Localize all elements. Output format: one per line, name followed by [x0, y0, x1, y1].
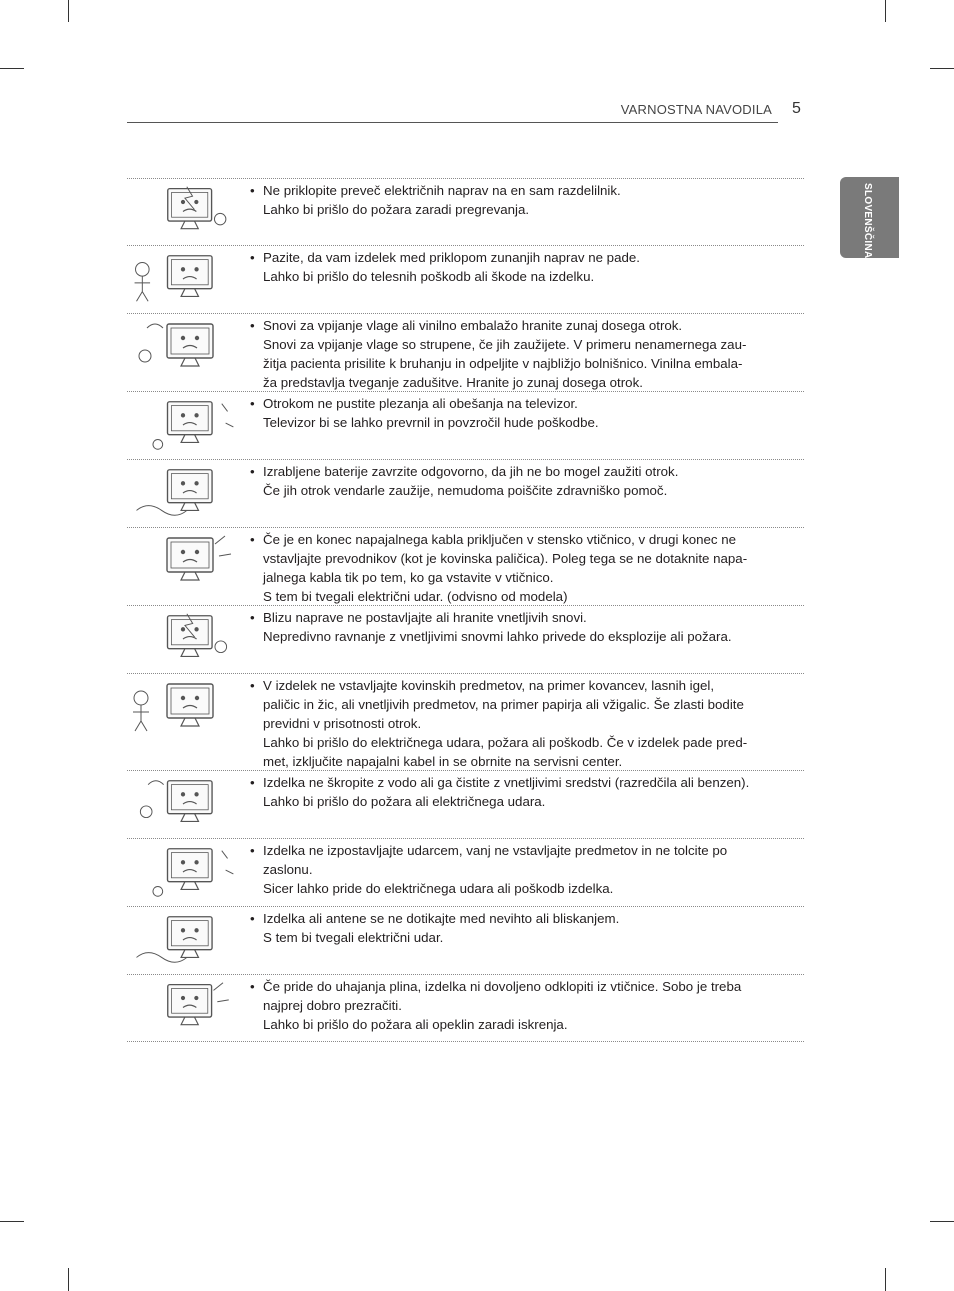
safety-item-text	[250, 181, 787, 219]
crop-mark	[930, 68, 954, 69]
safety-item-text	[250, 530, 787, 606]
bullet: •	[250, 911, 255, 926]
safety-item-text	[250, 676, 787, 771]
safety-item-line: Otrokom ne pustite plezanja ali obešanja na televizor.	[263, 396, 578, 411]
safety-item-line: V izdelek ne vstavljajte kovinskih predmetov, na primer kovancev, lasnih igel,	[263, 678, 715, 693]
safety-item	[127, 839, 804, 907]
safety-item-line: zaslonu.	[263, 862, 313, 877]
safety-item-line: Lahko bi prišlo do požara zaradi pregrevanja.	[263, 202, 530, 217]
safety-item-text	[250, 462, 787, 500]
safety-item	[127, 528, 804, 606]
crop-mark	[0, 68, 24, 69]
safety-item-line: žitja pacienta prisilite k bruhanju in odpeljite v najbližjo bolnišnico. Vinilna embala-	[263, 356, 743, 371]
bullet: •	[250, 183, 255, 198]
safety-item-line: Televizor bi se lahko prevrnil in povzročil hude poškodbe.	[263, 415, 599, 430]
water-spray-icon	[127, 773, 239, 835]
safety-item-line: jalnega kabla tik po tem, ko ga vstavite v vtičnico.	[263, 570, 554, 585]
bullet: •	[250, 775, 255, 790]
safety-item-line: Lahko bi prišlo do telesnih poškodb ali škode na izdelku.	[263, 269, 595, 284]
bullet: •	[250, 464, 255, 479]
bullet: •	[250, 532, 255, 547]
crop-mark	[885, 1268, 886, 1291]
safety-item-line: Snovi za vpijanje vlage ali vinilno embalažo hranite zunaj dosega otrok.	[263, 318, 683, 333]
safety-item-text	[250, 841, 787, 898]
safety-item	[127, 907, 804, 975]
header-divider	[127, 122, 778, 123]
flammable-spray-icon	[127, 608, 239, 670]
safety-item	[127, 606, 804, 674]
safety-item-line: S tem bi tvegali električni udar. (odvisno od modela)	[263, 589, 568, 604]
bullet: •	[250, 979, 255, 994]
safety-item-text	[250, 909, 787, 947]
safety-item-line: najprej dobro prezračiti.	[263, 998, 402, 1013]
metal-objects-icon	[127, 676, 239, 740]
safety-item-line: Ne priklopite preveč električnih naprav na en sam razdelilnik.	[263, 183, 621, 198]
safety-item-text	[250, 248, 787, 286]
crop-mark	[885, 0, 886, 22]
safety-item	[127, 246, 804, 314]
safety-item-text	[250, 773, 787, 811]
safety-item	[127, 392, 804, 460]
safety-item-line: Izdelka ne škropite z vodo ali ga čistite z vnetljivimi sredstvi (razredčila ali benzen).	[263, 775, 750, 790]
safety-item	[127, 314, 804, 392]
ball-impact-icon	[127, 841, 239, 903]
safety-item-line: Snovi za vpijanje vlage so strupene, če jih zaužijete. V primeru nenamernega zau-	[263, 337, 747, 352]
safety-instructions-list	[127, 178, 804, 1042]
bullet: •	[250, 250, 255, 265]
safety-item	[127, 674, 804, 771]
safety-item	[127, 975, 804, 1042]
crop-mark	[0, 1221, 24, 1222]
safety-item-line: paličic in žic, ali vnetljivih predmetov, na primer papirja ali vžigalic. Še zlasti bodite	[263, 697, 744, 712]
safety-item-line: Izrabljene baterije zavrzite odgovorno, da jih ne bo mogel zaužiti otrok.	[263, 464, 679, 479]
language-tab	[840, 177, 899, 258]
safety-item-line: vstavljajte prevodnikov (kot je kovinska paličica). Poleg tega se ne dotaknite napa-	[263, 551, 748, 566]
safety-item-line: Pazite, da vam izdelek med priklopom zunanjih naprav ne pade.	[263, 250, 640, 265]
safety-item-line: Blizu naprave ne postavljajte ali hranite vnetljivih snovi.	[263, 610, 587, 625]
safety-item-text	[250, 608, 787, 646]
safety-item-line: S tem bi tvegali električni udar.	[263, 930, 444, 945]
battery-swallow-icon	[127, 462, 239, 524]
page-number: 5	[792, 100, 801, 117]
bullet: •	[250, 396, 255, 411]
bullet: •	[250, 843, 255, 858]
safety-item-line: Lahko bi prišlo do požara ali električnega udara.	[263, 794, 546, 809]
safety-item-line: Če jih otrok vendarle zaužije, nemudoma poiščite zdravniško pomoč.	[263, 483, 668, 498]
bullet: •	[250, 678, 255, 693]
safety-item-line: ža predstavlja tveganje zadušitve. Hranite jo zunaj dosega otrok.	[263, 375, 643, 390]
safety-item-line: Izdelka ne izpostavljajte udarcem, vanj ne vstavljajte predmetov in ne tolcite po	[263, 843, 728, 858]
safety-item-line: met, izključite napajalni kabel in se obrnite na servisni center.	[263, 754, 623, 769]
power-strip-overload-icon	[127, 181, 239, 242]
safety-item-line: Sicer lahko pride do električnega udara ali poškodb izdelka.	[263, 881, 614, 896]
gas-leak-plug-icon	[127, 977, 239, 1038]
safety-item	[127, 460, 804, 528]
safety-item	[127, 179, 804, 246]
safety-item-text	[250, 394, 787, 432]
safety-item-line: Če pride do uhajanja plina, izdelka ni dovoljeno odklopiti iz vtičnice. Sobo je treba	[263, 979, 742, 994]
child-climbing-tv-icon	[127, 394, 239, 456]
crop-mark	[930, 1221, 954, 1222]
bullet: •	[250, 610, 255, 625]
crop-mark	[68, 0, 69, 22]
safety-item-line: Lahko bi prišlo do električnega udara, požara ali poškodb. Če v izdelek pade pred-	[263, 735, 748, 750]
tv-falling-child-icon	[127, 248, 239, 310]
child-plastic-bag-icon	[127, 316, 239, 380]
safety-item-line: Če je en konec napajalnega kabla priključen v stensko vtičnico, v drugi konec ne	[263, 532, 737, 547]
safety-item-line: Nepredivno ravnanje z vnetljivimi snovmi lahko privede do eksplozije ali požara.	[263, 629, 732, 644]
safety-item-line: Izdelka ali antene se ne dotikajte med nevihto ali bliskanjem.	[263, 911, 620, 926]
safety-item-line: previdni v prisotnosti otrok.	[263, 716, 422, 731]
safety-item	[127, 771, 804, 839]
safety-item-text	[250, 316, 787, 392]
safety-item-text	[250, 977, 787, 1034]
power-cord-plug-icon	[127, 530, 239, 594]
lightning-storm-icon	[127, 909, 239, 971]
section-title: VARNOSTNA NAVODILA	[620, 102, 772, 117]
safety-item-line: Lahko bi prišlo do požara ali opeklin zaradi iskrenja.	[263, 1017, 568, 1032]
bullet: •	[250, 318, 255, 333]
language-tab-label: SLOVENŠČINA	[862, 183, 873, 259]
crop-mark	[68, 1268, 69, 1291]
